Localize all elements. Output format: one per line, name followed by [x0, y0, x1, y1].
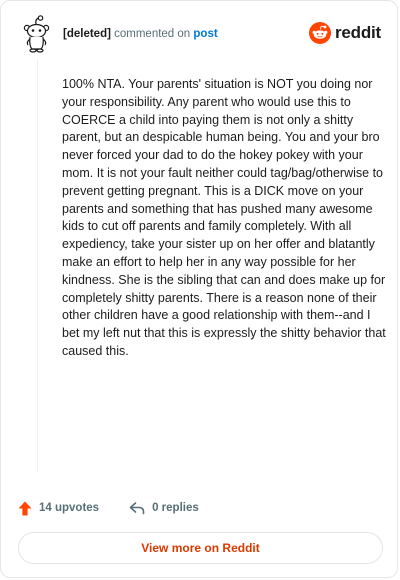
snoo-avatar-icon: [19, 15, 55, 53]
comment-body: 100% NTA. Your parents' situation is NOT you doing nor your responsibility. Any parent who would use this to COERCE a child into paying them is not only a shitty parent, but an despicable human being. You and your bro never forced your dad to do the hokey pokey with your mom. It is not your fault neither could tag/bag/otherwise to prevent getting pregnant. This is a DICK move on your parents and something that has pushed many awesome kids to cut off parents and family completely. With all expediency, take your sister up on her offer and blatantly make an effort to help her in any way possible for her kindness. She is the sibling that can and does make up for completely shitty parents. There is a reason none of their other children have a good relationship with them--and I bet my left nut that this is expressly the shitty behavior that caused this.: [62, 77, 386, 358]
view-more-button[interactable]: View more on Reddit: [18, 532, 383, 564]
comment-header: [19, 15, 383, 55]
upvote-stat[interactable]: [18, 501, 99, 516]
reddit-brand[interactable]: [309, 21, 381, 45]
author-name: [deleted]: [63, 28, 111, 40]
thread-line: [37, 59, 38, 473]
replies-stat[interactable]: [129, 501, 199, 515]
upvote-arrow-icon: [18, 501, 32, 516]
replies-count: 0 replies: [152, 502, 199, 514]
upvotes-count: 14 upvotes: [39, 502, 100, 514]
reddit-wordmark: reddit: [334, 23, 381, 42]
comment-footer: [18, 498, 199, 518]
reddit-logo-icon: [309, 22, 331, 44]
comment-action-text: commented on: [114, 28, 191, 40]
reply-arrow-icon: [129, 501, 145, 515]
post-link[interactable]: post: [193, 28, 218, 40]
comment-meta: [63, 27, 218, 41]
